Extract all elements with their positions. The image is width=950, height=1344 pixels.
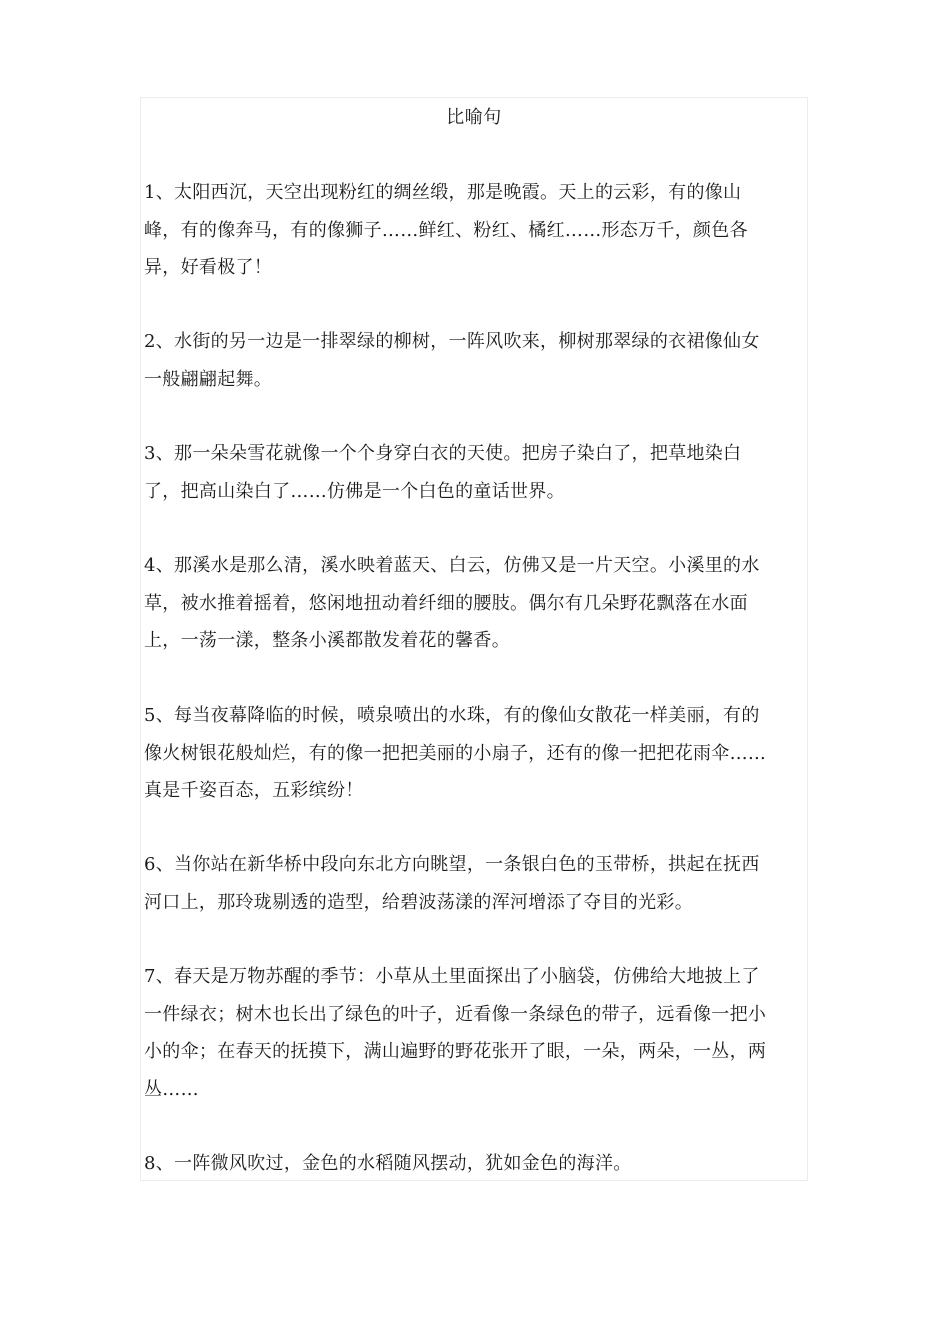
- paragraph-2: 2、水街的另一边是一排翠绿的柳树，一阵风吹来，柳树那翠绿的衣裙像仙女一般翩翩起舞。: [144, 331, 760, 390]
- paragraph-7: 7、春天是万物苏醒的季节：小草从土里面探出了小脑袋，仿佛给大地披上了一件绿衣；树木也长出了绿色的叶子，近看像一条绿色的带子，远看像一把小小的伞；在春天的抚摸下，满山遍野的野花张开了眼，一朵，两朵，一丛，两丛……: [144, 966, 767, 1100]
- paragraph-8: 8、一阵微风吹过，金色的水稻随风摆动，犹如金色的海洋。: [144, 1153, 632, 1174]
- paragraph-1: 1、太阳西沉，天空出现粉红的绸丝缎，那是晚霞。天上的云彩，有的像山峰，有的像奔马，有的像狮子……鲜红、粉红、橘红……形态万千，颜色各异，好看极了！: [144, 182, 748, 278]
- paragraph-5: 5、每当夜幕降临的时候，喷泉喷出的水珠，有的像仙女散花一样美丽，有的像火树银花般灿烂，有的像一把把美丽的小扇子，还有的像一把把花雨伞……真是千姿百态，五彩缤纷！: [144, 705, 767, 801]
- paragraph-3: 3、那一朵朵雪花就像一个个身穿白衣的天使。把房子染白了，把草地染白了，把高山染白了……仿佛是一个白色的童话世界。: [144, 443, 742, 502]
- paragraph-6: 6、当你站在新华桥中段向东北方向眺望，一条银白色的玉带桥，拱起在抚西河口上，那玲珑剔透的造型，给碧波荡漾的浑河增添了夺目的光彩。: [144, 854, 760, 913]
- document-page: [140, 97, 808, 1181]
- paragraph-4: 4、那溪水是那么清，溪水映着蓝天、白云，仿佛又是一片天空。小溪里的水草，被水推着摇着，悠闲地扭动着纤细的腰肢。偶尔有几朵野花飘落在水面上，一荡一漾，整条小溪都散发着花的馨香。: [144, 555, 760, 651]
- document-title: 比喻句: [446, 107, 502, 128]
